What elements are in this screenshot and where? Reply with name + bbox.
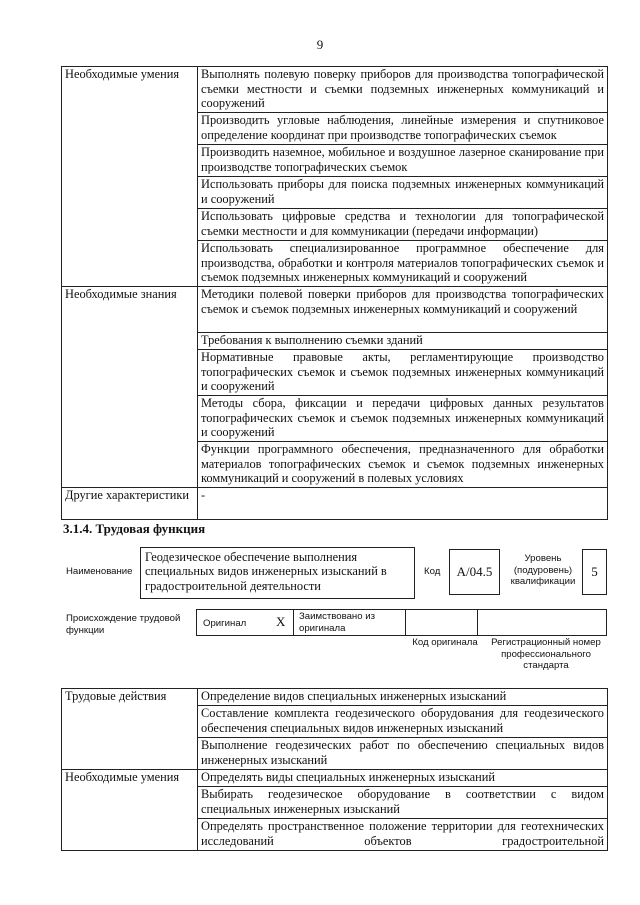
origin-box <box>196 609 607 636</box>
table-cell: Составление комплекта геодезического оборудования для геодезического обеспечения специальных видов инженерных изысканий <box>198 706 608 738</box>
row-label-skills: Необходимые умения <box>62 770 198 851</box>
skills-knowledge-table <box>61 66 608 520</box>
table-cell: Выполнять полевую поверку приборов для производства топографической съемки местности и съемки подземных инженерных коммуникаций и сооружений <box>198 67 608 113</box>
table-cell: Нормативные правовые акты, регламентирующие производство топографических съемок и съемок подземных инженерных коммуникаций и сооружений <box>198 350 608 396</box>
table-cell: Методики полевой поверки приборов для производства топографических съемок и съемок подземных инженерных коммуникаций и сооружений <box>198 287 608 333</box>
table-cell: Определять виды специальных инженерных изысканий <box>198 770 608 787</box>
level-label: Уровень (подуровень) квалификации <box>510 553 576 587</box>
original-label: Оригинал <box>203 618 247 629</box>
table-cell: Выбирать геодезическое оборудование в соответствии с видом специальных инженерных изысканий <box>198 787 608 819</box>
original-mark: X <box>276 614 286 629</box>
qualification-level-box: 5 <box>582 549 607 595</box>
table-cell: Методы сбора, фиксации и передачи цифровых данных результатов топографических съемок и съемок подземных инженерных коммуникаций и сооружений <box>198 396 608 442</box>
page-number: 9 <box>316 37 324 52</box>
table-cell: - <box>198 488 608 520</box>
section-title: 3.1.4. Трудовая функция <box>63 521 206 536</box>
borrowed-label: Заимствовано из оригинала <box>299 611 375 634</box>
table-cell: Выполнение геодезических работ по обеспечению специальных видов инженерных изысканий <box>198 738 608 770</box>
reg-caption: Регистрационный номер профессионального стандарта <box>491 637 601 671</box>
table-cell: Использовать специализированное программное обеспечение для производства, обработки и контроля материалов топографических съемок и съемок подземных инженерных коммуникаций и сооружений <box>198 241 608 287</box>
function-code-box: A/04.5 <box>449 549 500 595</box>
row-label-skills: Необходимые умения <box>62 67 198 287</box>
function-name-box: Геодезическое обеспечение выполнения специальных видов инженерных изысканий в градостроительной деятельности <box>140 547 415 599</box>
table-cell: Использовать цифровые средства и технологии для топографической съемки местности и для коммуникации (передачи информации) <box>198 209 608 241</box>
row-label-other: Другие характеристики <box>62 488 198 520</box>
code-label: Код <box>424 566 441 577</box>
table-cell: Функции программного обеспечения, предназначенного для обработки материалов топографических съемок и съемок подземных инженерных коммуникаций и сооружений в полевых условиях <box>198 442 608 488</box>
actions-skills-table <box>61 688 608 851</box>
row-label-actions: Трудовые действия <box>62 689 198 770</box>
divider <box>293 609 294 636</box>
divider <box>405 609 406 636</box>
table-cell: Использовать приборы для поиска подземных инженерных коммуникаций и сооружений <box>198 177 608 209</box>
table-cell: Производить угловые наблюдения, линейные измерения и спутниковое определение координат при производстве топографических съемок <box>198 113 608 145</box>
code-caption: Код оригинала <box>412 637 478 648</box>
row-label-knowledge: Необходимые знания <box>62 287 198 488</box>
table-cell: Требования к выполнению съемки зданий <box>198 333 608 350</box>
name-label: Наименование <box>66 566 133 577</box>
table-cell: Определять пространственное положение территории для геотехнических исследований объектов градостроительной <box>198 819 608 851</box>
divider <box>477 609 478 636</box>
origin-label: Происхождение трудовой функции <box>66 613 181 636</box>
table-cell: Определение видов специальных инженерных изысканий <box>198 689 608 706</box>
table-cell: Производить наземное, мобильное и воздушное лазерное сканирование при производстве топографических съемок <box>198 145 608 177</box>
